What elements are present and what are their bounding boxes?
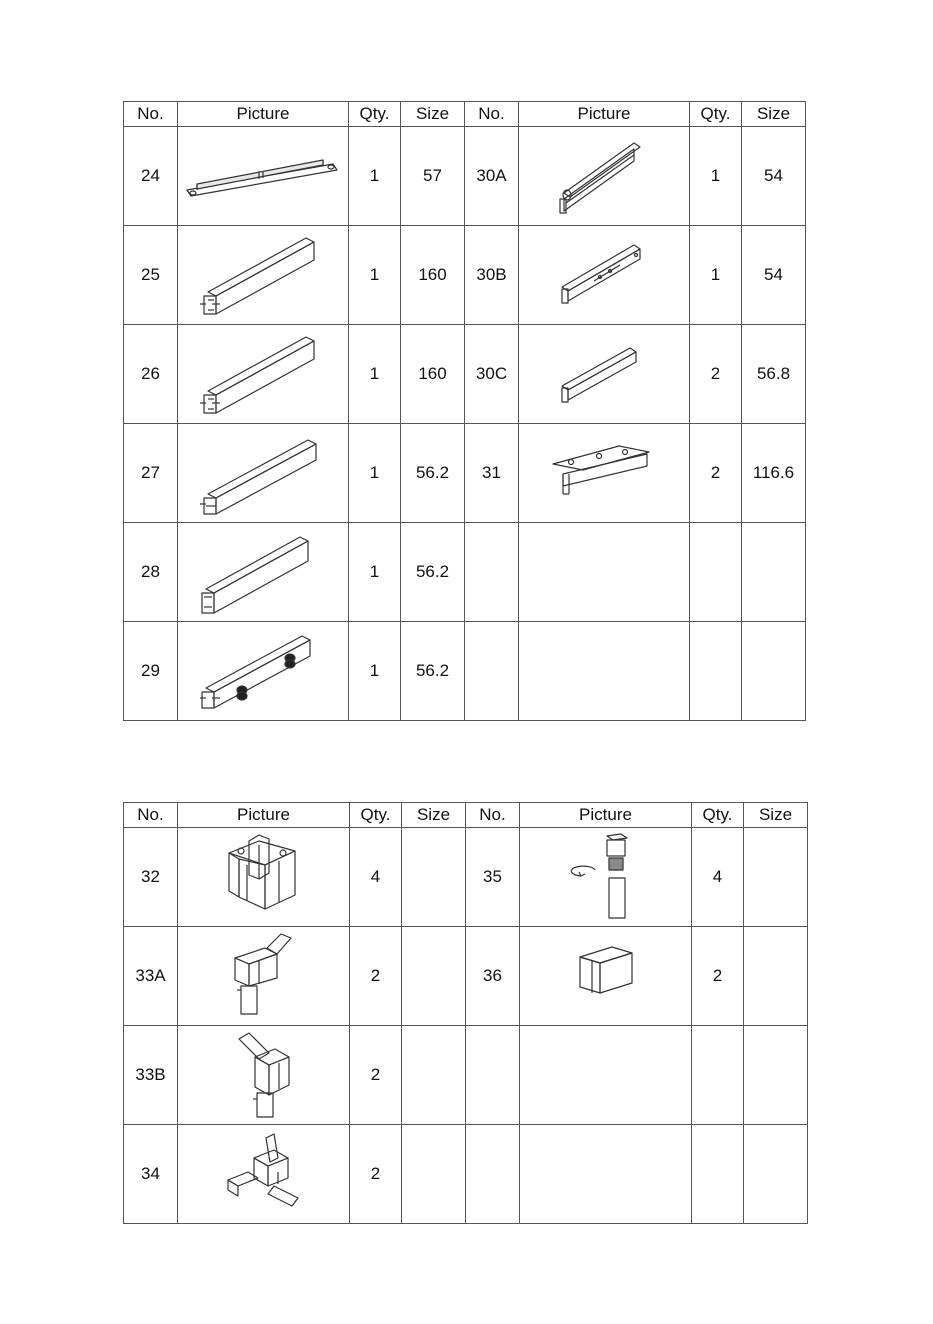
part-qty: 2 xyxy=(350,1125,402,1224)
table-row xyxy=(124,127,806,226)
part-picture xyxy=(520,1026,692,1125)
part-qty: 1 xyxy=(349,226,401,325)
part-qty xyxy=(690,622,742,721)
part-size xyxy=(402,1125,466,1224)
part-no: 33B xyxy=(124,1026,178,1125)
part-qty: 2 xyxy=(690,424,742,523)
part-qty: 4 xyxy=(350,828,402,927)
part-no: 26 xyxy=(124,325,178,424)
part-size xyxy=(744,1125,808,1224)
part-picture xyxy=(519,226,690,325)
table-row xyxy=(124,325,806,424)
part-picture xyxy=(178,424,349,523)
part-no: 36 xyxy=(466,927,520,1026)
part-qty: 2 xyxy=(690,325,742,424)
part-picture xyxy=(519,523,690,622)
part-no xyxy=(465,523,519,622)
part-size xyxy=(402,1026,466,1125)
header-qty: Qty. xyxy=(690,102,742,127)
part-no xyxy=(466,1125,520,1224)
part-size: 116.6 xyxy=(742,424,806,523)
part-no: 29 xyxy=(124,622,178,721)
part-picture xyxy=(519,325,690,424)
part-no: 35 xyxy=(466,828,520,927)
square-profile-icon xyxy=(198,428,328,518)
header-picture: Picture xyxy=(520,803,692,828)
bracket-plate-icon xyxy=(549,438,659,508)
header-qty: Qty. xyxy=(349,102,401,127)
screw-leg-icon xyxy=(561,830,651,924)
part-picture xyxy=(519,622,690,721)
part-no xyxy=(466,1026,520,1125)
part-qty xyxy=(690,523,742,622)
part-picture xyxy=(178,127,349,226)
part-no xyxy=(465,622,519,721)
part-picture xyxy=(520,927,692,1026)
part-qty: 1 xyxy=(349,622,401,721)
part-qty: 1 xyxy=(349,523,401,622)
part-no: 30B xyxy=(465,226,519,325)
angle-connector-icon xyxy=(219,1029,309,1121)
part-no: 28 xyxy=(124,523,178,622)
part-qty: 2 xyxy=(692,927,744,1026)
part-no: 34 xyxy=(124,1125,178,1224)
part-no: 30A xyxy=(465,127,519,226)
parts-table-1 xyxy=(123,101,806,721)
part-size: 57 xyxy=(401,127,465,226)
part-qty: 1 xyxy=(349,424,401,523)
part-no: 31 xyxy=(465,424,519,523)
table-row xyxy=(124,226,806,325)
part-picture xyxy=(520,828,692,927)
header-picture: Picture xyxy=(178,803,350,828)
part-no: 24 xyxy=(124,127,178,226)
part-picture xyxy=(178,226,349,325)
part-size: 54 xyxy=(742,226,806,325)
part-picture xyxy=(178,927,350,1026)
part-size: 56.2 xyxy=(401,523,465,622)
part-picture xyxy=(178,523,349,622)
header-size: Size xyxy=(401,102,465,127)
header-size: Size xyxy=(744,803,808,828)
square-profile-icon xyxy=(198,329,328,419)
part-picture xyxy=(519,127,690,226)
table-row xyxy=(124,828,808,927)
part-qty: 4 xyxy=(692,828,744,927)
parts-table-2 xyxy=(123,802,808,1224)
part-picture xyxy=(520,1125,692,1224)
part-size: 160 xyxy=(401,325,465,424)
three-way-connector-icon xyxy=(214,1128,314,1220)
header-no: No. xyxy=(466,803,520,828)
part-no: 32 xyxy=(124,828,178,927)
corner-connector-icon xyxy=(219,831,309,923)
part-qty: 2 xyxy=(350,927,402,1026)
part-no: 25 xyxy=(124,226,178,325)
table-row xyxy=(124,622,806,721)
square-profile-icon xyxy=(198,230,328,320)
part-qty xyxy=(692,1125,744,1224)
header-size: Size xyxy=(402,803,466,828)
profile-with-bolts-icon xyxy=(198,626,328,716)
part-size: 160 xyxy=(401,226,465,325)
narrow-profile-icon xyxy=(554,334,654,414)
part-size xyxy=(744,1026,808,1125)
part-no: 30C xyxy=(465,325,519,424)
part-picture xyxy=(178,325,349,424)
header-qty: Qty. xyxy=(692,803,744,828)
header-no: No. xyxy=(465,102,519,127)
slotted-profile-icon xyxy=(554,235,654,315)
part-size xyxy=(742,523,806,622)
part-size: 56.8 xyxy=(742,325,806,424)
table-row xyxy=(124,424,806,523)
part-picture xyxy=(519,424,690,523)
rounded-profile-icon xyxy=(554,131,654,221)
table-row xyxy=(124,1125,808,1224)
part-picture xyxy=(178,1026,350,1125)
header-no: No. xyxy=(124,803,178,828)
part-no: 27 xyxy=(124,424,178,523)
part-qty xyxy=(692,1026,744,1125)
header-no: No. xyxy=(124,102,178,127)
part-size: 56.2 xyxy=(401,424,465,523)
part-picture xyxy=(178,622,349,721)
square-profile-icon xyxy=(198,527,328,617)
table-row xyxy=(124,927,808,1026)
table-header-row xyxy=(124,803,808,828)
part-picture xyxy=(178,828,350,927)
part-size xyxy=(402,828,466,927)
part-size xyxy=(744,828,808,927)
table-row xyxy=(124,1026,808,1125)
part-qty: 1 xyxy=(690,226,742,325)
angle-connector-icon xyxy=(219,930,309,1022)
part-no: 33A xyxy=(124,927,178,1026)
header-picture: Picture xyxy=(519,102,690,127)
part-size: 56.2 xyxy=(401,622,465,721)
table-row xyxy=(124,523,806,622)
end-cap-icon xyxy=(566,941,646,1011)
part-size xyxy=(744,927,808,1026)
part-size: 54 xyxy=(742,127,806,226)
part-qty: 2 xyxy=(350,1026,402,1125)
header-qty: Qty. xyxy=(350,803,402,828)
table-header-row xyxy=(124,102,806,127)
part-size xyxy=(742,622,806,721)
part-size xyxy=(402,927,466,1026)
part-qty: 1 xyxy=(349,127,401,226)
part-picture xyxy=(178,1125,350,1224)
part-qty: 1 xyxy=(690,127,742,226)
header-picture: Picture xyxy=(178,102,349,127)
rail-with-holes-icon xyxy=(183,146,343,206)
part-qty: 1 xyxy=(349,325,401,424)
header-size: Size xyxy=(742,102,806,127)
